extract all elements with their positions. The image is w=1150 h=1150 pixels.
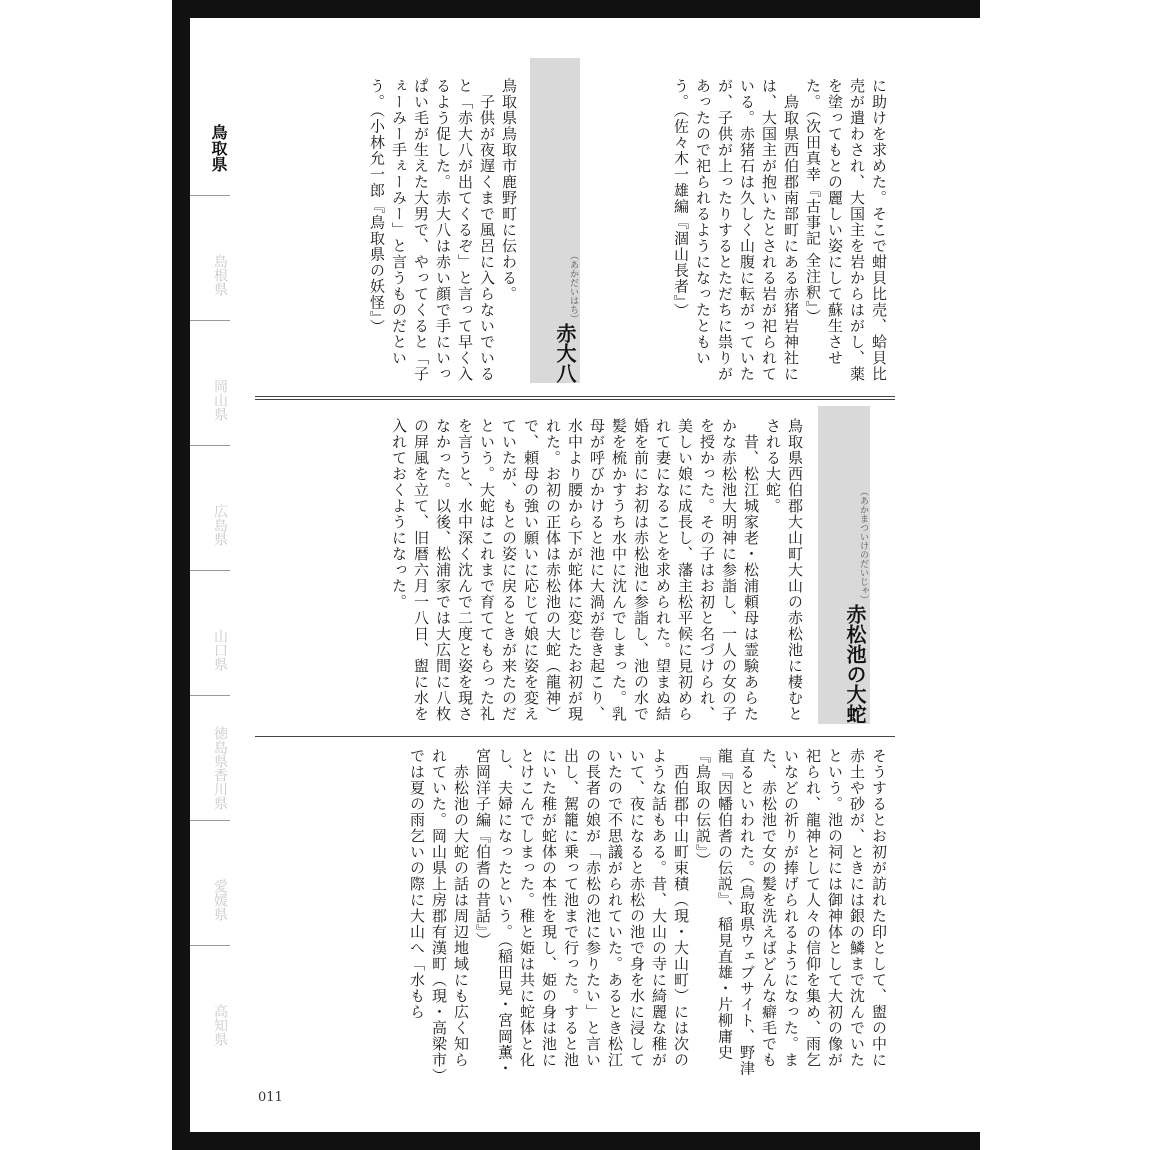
- entry-reading: （あかまついけのだいじゃ）: [858, 487, 868, 604]
- tab-divider: [190, 320, 230, 321]
- tab-tokushima-kagawa[interactable]: 徳島県香川県: [212, 725, 228, 810]
- tab-yamaguchi[interactable]: 山口県: [212, 629, 228, 671]
- tab-tottori[interactable]: 鳥取県: [190, 70, 230, 195]
- entry-reading: （あかだいはち）: [568, 251, 578, 323]
- tab-ehime[interactable]: 愛媛県: [212, 879, 228, 921]
- tab-okayama[interactable]: 岡山県: [212, 379, 228, 421]
- tab-divider: [190, 195, 230, 196]
- tab-hiroshima[interactable]: 広島県: [212, 504, 228, 546]
- tab-kochi[interactable]: 高知県: [212, 1004, 228, 1046]
- entry-title: 赤松池の大蛇: [843, 604, 867, 724]
- page-number: 011: [258, 1090, 283, 1105]
- section-divider: [255, 736, 895, 737]
- tab-divider: [190, 570, 230, 571]
- page-frame-bottom: [172, 1132, 980, 1150]
- tab-divider: [190, 820, 230, 821]
- top-body-text-2: 鳥取県鳥取市鹿野町に伝わる。 子供が夜遅くまで風呂に入らないでいると「赤大八が出てくるぞ」と言って早く入るよう促した。赤大八は赤い顔で手にいっぱい毛が生えた大男で、やってくると「子ぇーみー手ぇーみー」と言うものだという。（小林允一郎『鳥取県の妖怪』）: [368, 78, 518, 382]
- bottom-body-text: そうするとお初が訪れた印として、盥の中に赤土や砂が、ときには銀の鱗まで沈んでいたという。池の祠には御神体として大初の像が祀られ、龍神として人々の信仰を集め、雨乞いなどの祈りが捧げられるようになった。また、赤松池で女の髪を洗えばどんな癖毛でも直るといわれた。（鳥取県ウェブサイト、野津龍『因幡伯耆の伝説』、稲見直雄・片柳庸史『鳥取の伝説』） 西伯郡中山町束積（現・大山町）には次のような話もある。昔、大山の寺に綺麗な稚がいて、夜になると赤松の池で身を水に浸していたので不思議がられていた。あるとき松江の長者の娘が「赤松の池に参りたい」と言い出し、駕籠に乗って池まで行った。すると池にいた稚が蛇体の本性を現し、姫の身は池にとけこんでしまった。稚と姫は共に蛇体と化し、夫婦になったという。（稲田晃・宮岡薫・宮岡洋子編『伯耆の昔話』） 赤松池の大蛇の話は周辺地域にも広く知られていた。岡山県上房郡有漢町（現・高梁市）では夏の雨乞いの際に大山へ「水もら: [408, 748, 888, 1077]
- tab-shimane[interactable]: 島根県: [212, 254, 228, 296]
- page-frame-corner: [962, 0, 980, 18]
- tab-divider: [190, 445, 230, 446]
- heading-akadaihachi: [530, 58, 580, 383]
- section-divider: [255, 396, 895, 400]
- middle-body-text: 鳥取県西伯郡大山町大山の赤松池に棲むとされる大蛇。 昔、松江城家老・松浦頼母は霊験あらたかな赤松池大明神に参詣し、一人の女の子を授かった。その子はお初と名づけられ、美しい娘に成長し、藩主松平候に見初められて妻になることを求められた。望まぬ結婚を前にお初は赤松池に参詣し、池の水で髪を梳かすうち水中に沈んでしまった。乳母が呼びかけると池に大渦が巻き起こり、水中より腰から下が蛇体に変じたお初が現れた。お初の正体は赤松池の大蛇（龍神）で、頼母の強い願いに応じて娘に姿を変えていたが、もとの姿に戻るときが来たのだという。大蛇はこれまで育ててもらった礼を言うと、水中深く沈んで二度と姿を現さなかった。以後、松浦家では大広間に八枚の屏風を立て、旧暦六月一八日、盥に水を入れておくようになった。: [390, 418, 804, 722]
- page-frame-left: [172, 0, 190, 1138]
- tab-divider: [190, 695, 230, 696]
- heading-akamatsuike-daija: [818, 406, 870, 724]
- top-body-text-1: に助けを求めた。そこで蚶貝比売、蛤貝比売が遣わされ、大国主を岩からはがし、薬を塗ってもとの麗しい姿にして蘇生させた。（次田真幸『古事記 全注釈』） 鳥取県西伯郡南部町にある赤猪岩神社には、大国主が抱いたとされる岩が祀られている。赤猪石は久しく山腹に転がっていたが、子供が上ったりするとただちに祟りがあったので祀られるようになったともいう。（佐々木一雄編『涸山長者』）: [672, 78, 888, 382]
- prefecture-index: [190, 70, 230, 1080]
- entry-title: 赤大八: [553, 323, 577, 383]
- page-frame-top: [172, 0, 980, 18]
- tab-divider: [190, 945, 230, 946]
